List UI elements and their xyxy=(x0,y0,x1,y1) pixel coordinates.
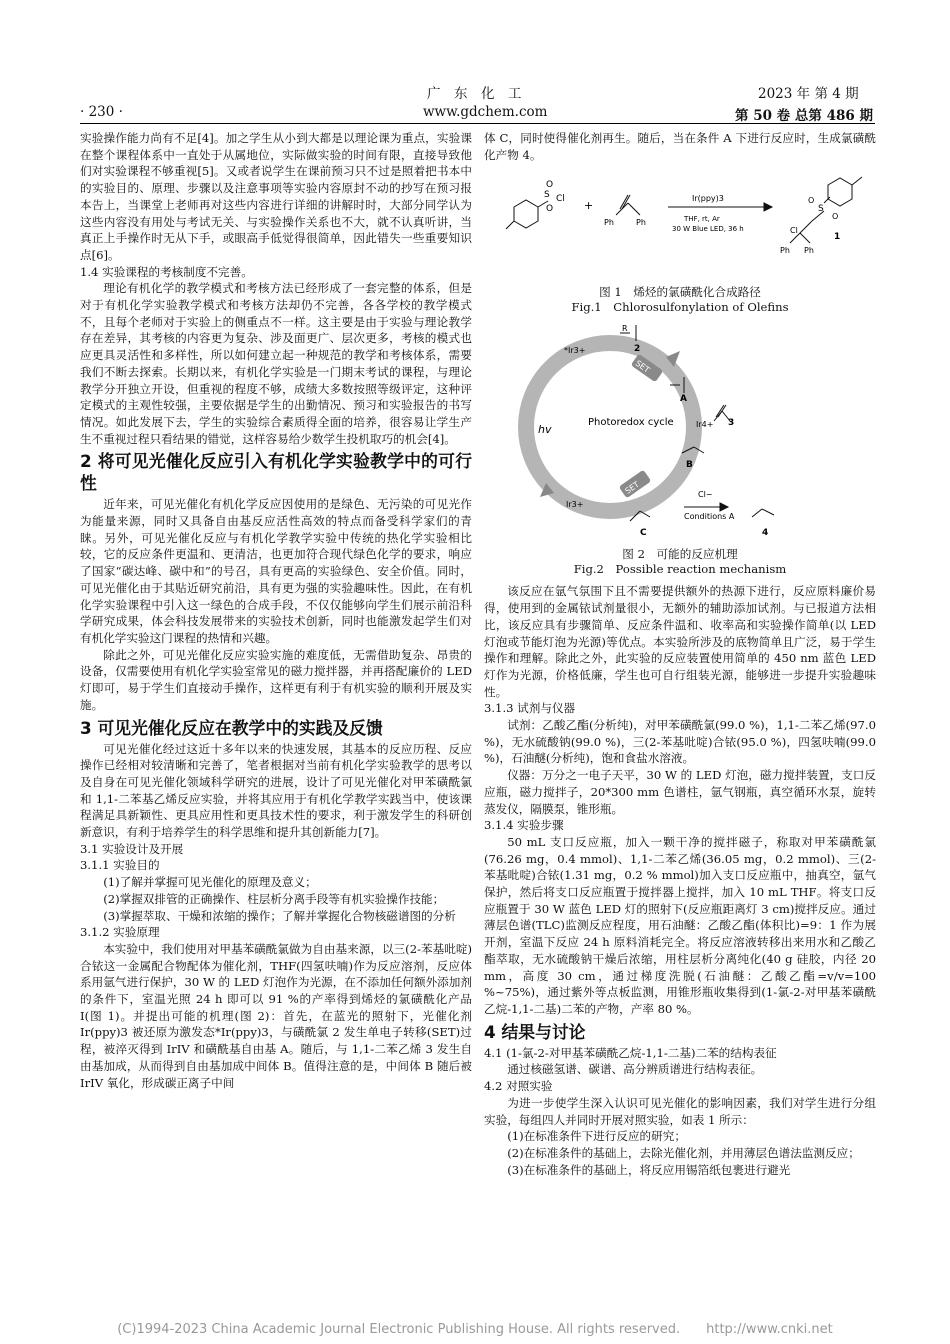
paragraph: 本实验中，我们使用对甲基苯磺酰氯做为自由基来源，以三(2-苯基吡啶)合铱这一金属配合物配体为催化剂，THF(四氢呋喃)作为反应溶剂，反应体系用氩气进行保护，30 W 的 LED 灯泡作为光源，在不添加任何额外添加剂的条件下，室温光照 24 h 即可以 91 %的产率得到烯烃的氯磺酰化产品 I(图 1)。并提出可能的机理(图 2)：首先，在蓝光的照射下，光催化剂 Ir(ppy)3 被还原为激发态*Ir(ppy)3，与磺酰氯 2 发生单电子转移(SET)过程，被淬灭得到 IrIV 和磺酰基自由基 A。随后，与 1,1-二苯乙烯 3 发生自由基加成，从而得到自由基加成中间体 B。值得注意的是，中间体 B 随后被 IrIV 氧化，形成碳正离子中间 xyxy=(80,941,472,1090)
volume-label: 第 50 卷 总第 486 期 xyxy=(735,108,873,124)
left-column xyxy=(80,130,472,1091)
figure-2 xyxy=(484,321,876,547)
subsection-heading: 3.1 实验设计及开展 xyxy=(80,841,184,856)
cycle-label xyxy=(588,417,674,428)
paragraph: 近年来，可见光催化有机化学反应因使用的是绿色、无污染的可见光作为能量来源，同时又具备自由基反应活性高效的特点而备受科学家们的青睐。另外，可见光催化反应与有机化学教学实验中传统的热化学实验相比较，它的反应条件更温和、更清洁，也更加符合现代绿色化学的要求，响应了国家“碳达峰、碳中和”的号召，具有更高的实验绿色、安全价值。同时，可见光催化由于其贴近研究前沿，具有更为强的实验趣味性。因此，在有机化学实验课程中引入这一绿色的合成手段，不仅仅能够向学生们展示前沿科学研究成果，体会科技发展带来的实验技术创新，同时也能激发起学生们对有机化学实验这门课程的热情和兴趣。 xyxy=(80,497,472,645)
page-number: · 230 · xyxy=(80,104,123,120)
atom-label: Ph xyxy=(604,218,614,228)
intermediate-label: A xyxy=(680,394,687,405)
subsection-heading: 3.1.1 实验目的 xyxy=(80,858,160,873)
compound-number: 4 xyxy=(762,528,769,539)
condition-text: Ir(ppy)3 xyxy=(692,194,724,204)
benzene-ring xyxy=(514,200,538,228)
conditions-label: Conditions A xyxy=(684,512,735,522)
figure-1 xyxy=(484,163,876,285)
atom-label: O xyxy=(808,196,815,206)
subsection-heading: 4.2 对照实验 xyxy=(484,1079,553,1094)
list-item: (1)在标准条件下进行反应的研究； xyxy=(507,1129,686,1144)
paragraph: 该反应在氩气氛围下且不需要提供额外的热源下进行，反应原料廉价易得，使用到的金属铱试剂量很小，无额外的辅助添加试剂。与已报道方法相比，该反应具有步骤简单、反应条件温和、收率高和实验操作简单(以 LED 灯泡或节能灯泡为光源)等优点。本实验所涉及的底物简单且广泛，易于学生操作和理解。除此之外，此实验的反应装置使用简单的 450 nm 蓝色 LED 灯作为光源，价格低廉，学生也可自行组装光源，能够进一步提升实验趣味性。 xyxy=(484,584,876,699)
benzene-ring xyxy=(828,178,852,206)
list-item: (3)在标准条件的基础上，将反应用锡箔纸包裹进行避光 xyxy=(507,1162,791,1177)
mechanism-diagram xyxy=(484,321,876,547)
set-label: SET xyxy=(623,480,641,497)
paragraph: 50 mL 支口反应瓶，加入一颗干净的搅拌磁子，称取对甲苯磺酰氯(76.26 mg，0.4 mmol)、1,1-二苯乙烯(36.05 mg，0.2 mmol)、三(2-苯基吡啶)合铱(1.31 mg，0.2 % mmol)加入支口反应瓶中，抽真空，氩气保护，然后将支口反应瓶置于搅拌器上搅拌，加入 10 mL THF。将支口反应瓶置于 30 W 蓝色 LED 灯的照射下(反应瓶距离灯 3 cm)搅拌反应。通过薄层色谱(TLC)监测反应程度，用石油醚：乙酸乙酯(体积比)=9：1 作为展开剂，室温下反应 24 h 原料消耗完全。将反应溶液转移出来用水和乙酸乙酯萃取，无水硫酸钠干燥后浓缩，用柱层析分离纯化(40 g 硅胶，内径 20 mm，高度 30 cm，通过梯度洗脱(石油醚：乙酸乙酯=v/v=100 %~75%)，通过紫外等点板监测，用锥形瓶收集得到(1-氯-2-对甲基苯磺酰乙烷-1,1-二基)二苯的产物，产率 80 %。 xyxy=(484,834,876,1016)
condition-text: 30 W Blue LED, 36 h xyxy=(672,225,744,234)
issue-label: 2023 年 第 4 期 xyxy=(758,86,859,102)
journal-url[interactable]: www.gdchem.com xyxy=(423,104,548,120)
compound-number: 3 xyxy=(728,418,735,429)
plus-sign: + xyxy=(584,199,594,213)
cycle-label-text: Photoredox cycle xyxy=(588,417,674,429)
paragraph: 试剂：乙酸乙酯(分析纯)，对甲苯磺酰氯(99.0 %)，1,1-二苯乙烯(97.0 %)，无水硫酸钠(99.0 %)，三(2-苯基吡啶)合铱(95.0 %)，四氢呋喃(99.0 %)，石油醚(分析纯)，饱和食盐水溶液。 xyxy=(484,718,876,766)
subsection-heading: 4.1 (1-氯-2-对甲基苯磺酰乙烷-1,1-二基)二苯的结构表征 xyxy=(484,1045,777,1060)
paragraph: 仪器：万分之一电子天平，30 W 的 LED 灯泡，磁力搅拌装置，支口反应瓶，磁力搅拌子，20*300 mm 色谱柱，氩气钢瓶，真空循环水泵，旋转蒸发仪，隔膜泵，锥形瓶。 xyxy=(484,768,876,816)
journal-name: 广 东 化 工 xyxy=(427,86,522,102)
list-item: (2)在标准条件的基础上，去除光催化剂，并用薄层色谱法监测反应； xyxy=(507,1145,860,1160)
atom-label: Cl xyxy=(556,194,565,205)
set-label: SET xyxy=(633,359,652,376)
atom-label: S xyxy=(544,190,550,201)
section-heading: 4 结果与讨论 xyxy=(484,1021,586,1042)
intermediate-label: B xyxy=(686,460,693,471)
paragraph: 实验操作能力尚有不足[4]。加之学生从小到大都是以理论课为重点，实验课在整个课程体系中一直处于从属地位，实际做实验的时间有限，直接导致他们对实验课程不够重视[5]。又或者说学生在课前预习只不过是照着把书本中的实验目的、原理、步骤以及注意事项等实验内容原封不动的抄写在预习报本告上，当课堂上老师再对这些内容进行详细的讲解时时，大部分同学认为这些内容没有用处与考试无关、与实验操作关系也不大，就不认真听讲，当真正上手操作时无从下手，或眼高手低觉得很简单，因此错失一些重要知识点[6]。 xyxy=(80,131,472,262)
atom-label: R xyxy=(622,324,628,334)
atom-label: Ph xyxy=(780,246,790,256)
hv-label: hv xyxy=(538,423,552,437)
figure-caption-cn: 图 2 可能的反应机理 xyxy=(622,547,738,562)
compound-number: 2 xyxy=(634,344,641,355)
section-heading: 2 将可见光催化反应引入有机化学实验教学中的可行性 xyxy=(80,451,472,494)
list-item: (2)掌握双排管的正确操作、柱层析分离手段等有机实验操作技能； xyxy=(103,891,445,906)
paragraph: 体 C，同时使得催化剂再生。随后，当在条件 A 下进行反应时，生成氯磺酰化产物 4。 xyxy=(484,131,876,162)
subsection-heading: 3.1.4 实验步骤 xyxy=(484,818,564,833)
section-heading: 1.4 实验课程的考核制度不完善。 xyxy=(80,264,253,279)
atom-label: O xyxy=(832,212,839,222)
atom-label: O xyxy=(546,180,554,191)
ir-label: Ir4+ xyxy=(696,420,714,430)
atom-label: Cl xyxy=(790,226,798,236)
subsection-heading: 3.1.3 试剂与仪器 xyxy=(484,701,576,716)
header-rule xyxy=(80,123,875,124)
figure-caption-en: Fig.1 Chlorosulfonylation of Olefins xyxy=(571,300,789,315)
paragraph: 理论有机化学的教学模式和考核方法已经形成了一套完整的体系，但是对于有机化学实验教学模式和考核方法却仍不完善，各各学校的教学模式不，且每个老师对于实验上的侧重点不一样。这主要是由于实验与理论教学存在差异，其考核的内容更为复杂、涉及面更广、层次更多，考核的模式也应更具灵活性和多样性，所以如何建立起一种规范的教学和考核体系，需要我们不断去探索。长期以来，有机化学实验是一门期末考试的课程，与理论教学分开独立开设，但重视的程度不够，成绩大多数按照等级评定，这种评定模式的主观性较强，主要依据是学生的出勤情况、预习和实验报告的书写情况。如此发展下去，学生的实验综合素质得全面的培养，很容易让学生产生不重视过程只看结果的错觉，这样容易给少数学生投机取巧的机会[4]。 xyxy=(80,281,472,446)
atom-label: Ph xyxy=(636,218,646,228)
ir-label: *Ir3+ xyxy=(564,346,586,356)
copyright-footer: (C)1994-2023 China Academic Journal Electronic Publishing House. All rights reserved. http://www.cnki.net xyxy=(117,1322,833,1337)
right-column xyxy=(484,130,876,1178)
reaction-scheme xyxy=(484,163,876,285)
paragraph: 除此之外，可见光催化反应实验实施的难度低，无需借助复杂、昂贵的设备，仅需要使用有机化学实验室常见的磁力搅拌器，并再搭配廉价的 LED 灯即可，易于学生们直接动手操作，这样更有利于有机实验的顺利开展及实施。 xyxy=(80,647,472,712)
paragraph: 通过核磁氢谱、碳谱、高分辨质谱进行结构表征。 xyxy=(507,1062,763,1077)
chloride-label: Cl− xyxy=(698,490,713,500)
subsection-heading: 3.1.2 实验原理 xyxy=(80,925,160,940)
atom-label: Ph xyxy=(804,246,814,256)
figure-caption-en: Fig.2 Possible reaction mechanism xyxy=(573,562,787,577)
paragraph: 为进一步使学生深入认识可见光催化的影响因素，我们对学生进行分组实验，每组四人并同时开展对照实验，如表 1 所示： xyxy=(484,1095,876,1127)
section-heading: 3 可见光催化反应在教学中的实践及反馈 xyxy=(80,717,383,738)
intermediate-label: C xyxy=(640,528,647,539)
list-item: (3)掌握萃取、干燥和浓缩的操作；了解并掌握化合物核磁谱图的分析 xyxy=(103,908,456,923)
paragraph: 可见光催化经过这近十多年以来的快速发展，其基本的反应历程、反应操作已经相对较清晰和完善了，笔者根据对当前有机化学实验教学的思考以及自身在可见光催化领域科学研究的进展，设计了可见光催化对甲苯磺酰氯和 1,1-二苯基乙烯反应实验，并将其应用于有机化学教学实践当中，使该课程满足具新颖性、更具应用性和更具技术性的要求，利于激发学生的科研创新意识，有利于培养学生的科学思维和提升其创新能力[7]。 xyxy=(80,741,472,840)
list-item: (1)了解并掌握可见光催化的原理及意义； xyxy=(103,875,317,890)
atom-label: O xyxy=(546,204,554,215)
figure-caption-cn: 图 1 烯烃的氯磺酰化合成路径 xyxy=(599,285,761,300)
atom-label: S xyxy=(818,204,824,215)
condition-text: THF, rt, Ar xyxy=(684,215,720,224)
ir-label: Ir3+ xyxy=(566,500,584,510)
compound-number: 1 xyxy=(834,232,841,243)
